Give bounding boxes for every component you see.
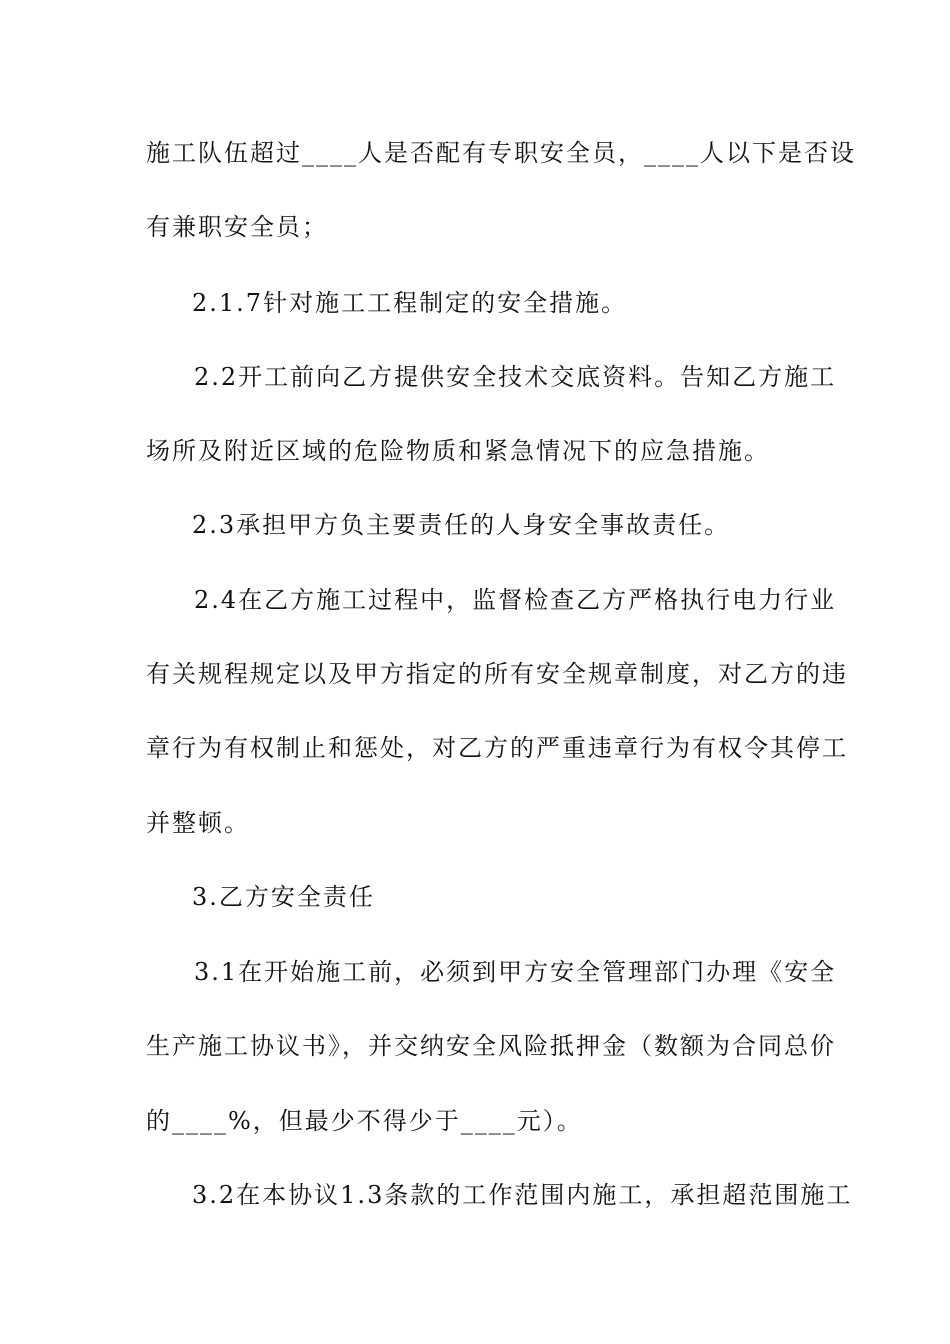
text-line-12: 3.1在开始施工前，必须到甲方安全管理部门办理《安全	[194, 958, 837, 986]
text-line-11: 3.乙方安全责任	[192, 883, 375, 911]
text-line-8: 有关规程规定以及甲方指定的所有安全规章制度，对乙方的违	[146, 660, 848, 688]
text-line-10: 并整顿。	[146, 809, 250, 837]
text-line-1: 施工队伍超过____人是否配有专职安全员，____人以下是否设	[146, 139, 856, 167]
text-line-4: 2.2开工前向乙方提供安全技术交底资料。告知乙方施工	[194, 363, 837, 391]
text-line-2: 有兼职安全员；	[146, 213, 328, 241]
text-line-13: 生产施工协议书》，并交纳安全风险抵押金（数额为合同总价	[146, 1032, 836, 1060]
text-line-15: 3.2在本协议1.3条款的工作范围内施工，承担超范围施工	[192, 1181, 853, 1209]
text-line-5: 场所及附近区域的危险物质和紧急情况下的应急措施。	[146, 437, 770, 465]
text-line-3: 2.1.7针对施工工程制定的安全措施。	[192, 289, 628, 317]
text-line-7: 2.4在乙方施工过程中，监督检查乙方严格执行电力行业	[194, 586, 837, 614]
text-line-14: 的____%，但最少不得少于____元）。	[146, 1107, 583, 1135]
text-line-6: 2.3承担甲方负主要责任的人身安全事故责任。	[192, 511, 731, 539]
text-line-9: 章行为有权制止和惩处，对乙方的严重违章行为有权令其停工	[146, 734, 848, 762]
